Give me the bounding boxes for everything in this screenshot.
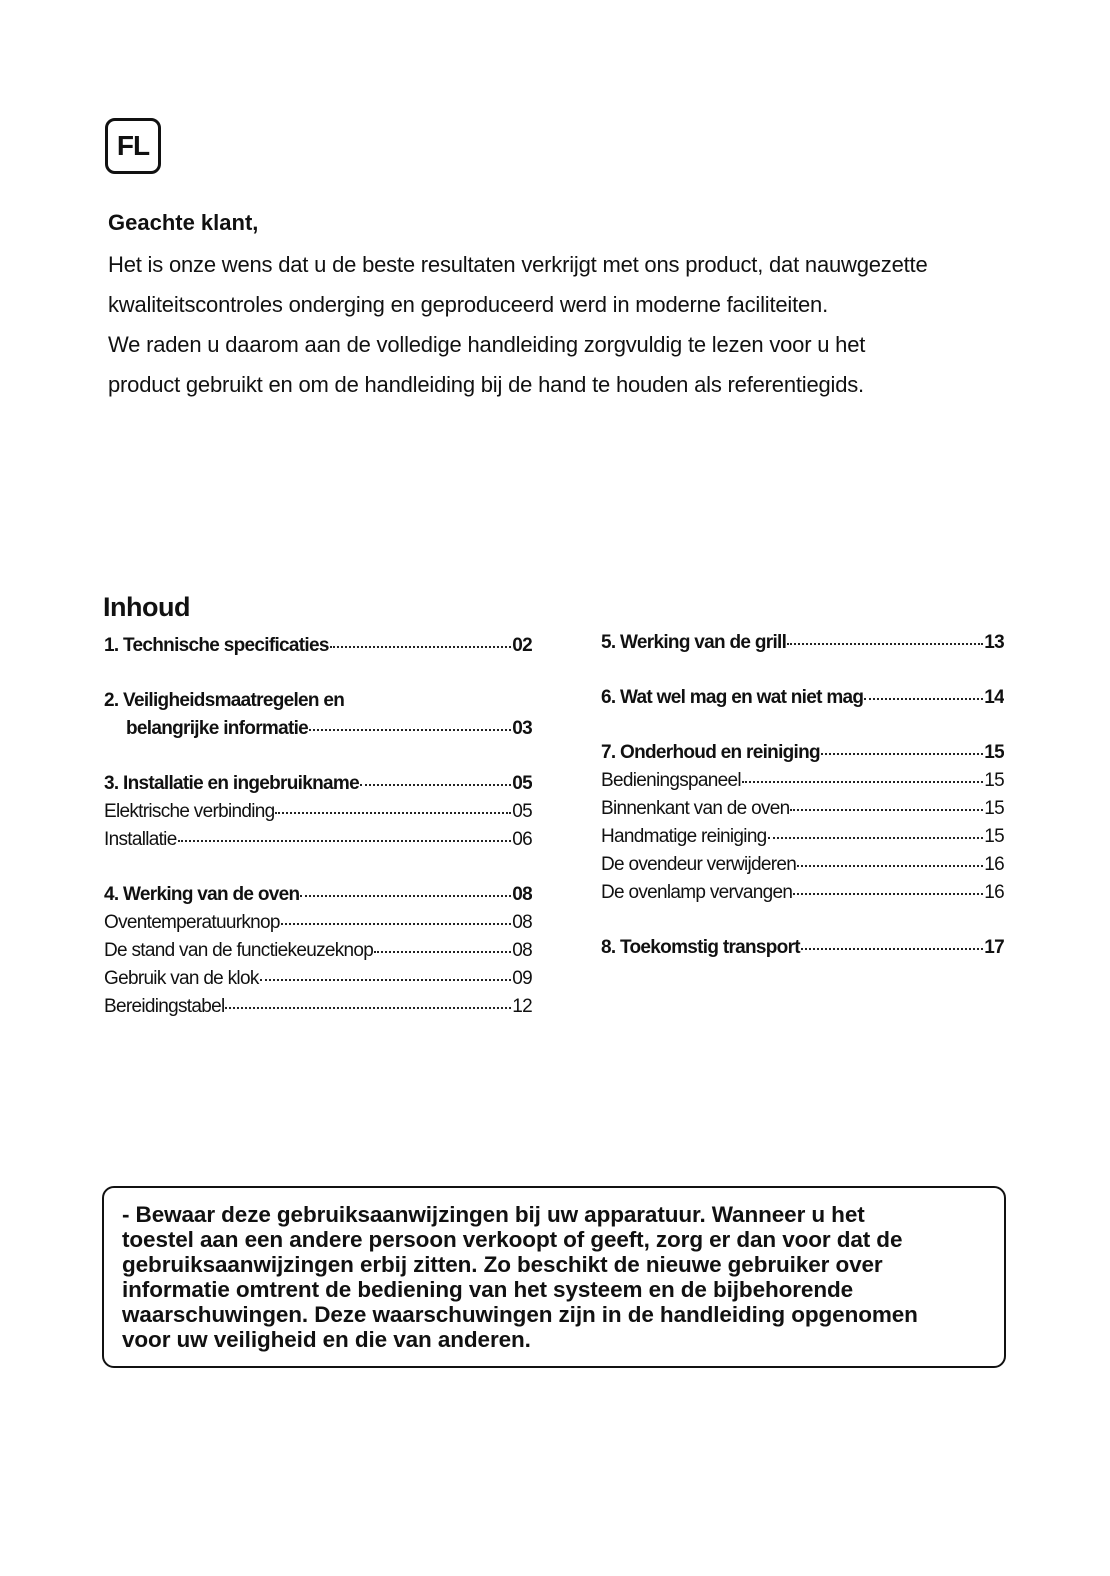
toc-entry-label: Oventemperatuurknop bbox=[104, 912, 280, 933]
toc-entry-label: 6. Wat wel mag en wat niet mag bbox=[601, 687, 864, 708]
toc-leader-dots bbox=[793, 893, 983, 895]
toc-leader-dots bbox=[801, 948, 983, 950]
toc-entry-page: 16 bbox=[984, 854, 1004, 875]
toc-entry-label: Installatie bbox=[104, 829, 177, 850]
toc-entry[interactable] bbox=[104, 770, 532, 798]
greeting-line: product gebruikt en om de handleiding bij de hand te houden als referentiegids. bbox=[108, 372, 864, 397]
toc-title: Inhoud bbox=[103, 592, 190, 622]
notice-line: voor uw veiligheid en die van anderen. bbox=[122, 1327, 531, 1352]
toc-leader-dots bbox=[864, 698, 983, 700]
toc-entry-label: 4. Werking van de oven bbox=[104, 884, 300, 905]
toc-section bbox=[601, 934, 1004, 962]
toc-entry-label: Handmatige reiniging bbox=[601, 826, 767, 847]
toc-entry-label: De stand van de functiekeuzeknop bbox=[104, 940, 374, 961]
toc-section bbox=[104, 632, 532, 660]
toc-entry[interactable] bbox=[104, 715, 532, 743]
toc-entry[interactable] bbox=[601, 767, 1004, 795]
toc-leader-dots bbox=[374, 951, 511, 953]
toc-entry-page: 09 bbox=[512, 968, 532, 989]
toc-entry-label: 7. Onderhoud en reiniging bbox=[601, 742, 820, 763]
greeting-block bbox=[108, 210, 1028, 405]
toc-entry[interactable] bbox=[104, 798, 532, 826]
toc-entry-page: 03 bbox=[512, 718, 532, 739]
toc-entry[interactable] bbox=[601, 879, 1004, 907]
toc-entry-page: 05 bbox=[512, 773, 532, 794]
toc-section bbox=[104, 770, 532, 854]
toc-leader-dots bbox=[225, 1007, 511, 1009]
toc-entry[interactable] bbox=[104, 632, 532, 660]
toc-entry-page: 16 bbox=[984, 882, 1004, 903]
toc-leader-dots bbox=[309, 729, 511, 731]
toc-entry[interactable] bbox=[104, 937, 532, 965]
toc-leader-dots bbox=[275, 812, 511, 814]
toc-section bbox=[601, 739, 1004, 907]
notice-line: - Bewaar deze gebruiksaanwijzingen bij uw apparatuur. Wanneer u het bbox=[122, 1202, 865, 1227]
toc-entry-page: 15 bbox=[984, 742, 1004, 763]
toc-entry-page: 08 bbox=[512, 912, 532, 933]
toc-leader-dots bbox=[178, 840, 512, 842]
toc-entry-label: De ovendeur verwijderen bbox=[601, 854, 797, 875]
toc-entry-page: 15 bbox=[984, 826, 1004, 847]
toc-leader-dots bbox=[360, 784, 511, 786]
toc-leader-dots bbox=[790, 809, 983, 811]
toc-section bbox=[104, 881, 532, 1021]
toc-section bbox=[104, 687, 532, 743]
notice-line: informatie omtrent de bediening van het systeem en de bijbehorende bbox=[122, 1277, 854, 1302]
toc-entry-label: 1. Technische specificaties bbox=[104, 635, 329, 656]
toc-left-column bbox=[104, 632, 532, 1048]
toc-leader-dots bbox=[300, 895, 511, 897]
notice-line: gebruiksaanwijzingen erbij zitten. Zo beschikt de nieuwe gebruiker over bbox=[122, 1252, 883, 1277]
toc-entry-label: Binnenkant van de oven bbox=[601, 798, 790, 819]
toc-entry[interactable] bbox=[104, 965, 532, 993]
toc-entry[interactable] bbox=[104, 993, 532, 1021]
toc-leader-dots bbox=[260, 979, 512, 981]
toc-entry-label: Bereidingstabel bbox=[104, 996, 225, 1017]
toc-leader-dots bbox=[281, 923, 512, 925]
toc-entry-page: 13 bbox=[984, 632, 1004, 653]
toc-entry-label: 2. Veiligheidsmaatregelen en bbox=[104, 690, 345, 711]
toc-entry-page: 08 bbox=[512, 884, 532, 905]
toc-entry-label: 3. Installatie en ingebruikname bbox=[104, 773, 359, 794]
greeting-line: Het is onze wens dat u de beste resultaten verkrijgt met ons product, dat nauwgezette bbox=[108, 252, 928, 277]
toc-entry-page: 15 bbox=[984, 798, 1004, 819]
toc-entry[interactable] bbox=[601, 739, 1004, 767]
toc-leader-dots bbox=[768, 837, 984, 839]
toc-entry-page: 14 bbox=[984, 687, 1004, 708]
toc-leader-dots bbox=[797, 865, 983, 867]
greeting-line: kwaliteitscontroles onderging en geproduceerd werd in moderne faciliteiten. bbox=[108, 292, 828, 317]
toc-entry[interactable] bbox=[104, 826, 532, 854]
notice-line: toestel aan een andere persoon verkoopt of geeft, zorg er dan voor dat de bbox=[122, 1227, 903, 1252]
toc-entry[interactable] bbox=[104, 687, 532, 715]
toc-entry-page: 05 bbox=[512, 801, 532, 822]
toc-entry-label: 5. Werking van de grill bbox=[601, 632, 787, 653]
notice-box bbox=[102, 1186, 1006, 1368]
toc-entry[interactable] bbox=[601, 629, 1004, 657]
toc-entry[interactable] bbox=[601, 684, 1004, 712]
toc-entry[interactable] bbox=[601, 795, 1004, 823]
toc-entry-label: belangrijke informatie bbox=[126, 718, 309, 739]
toc-entry[interactable] bbox=[601, 851, 1004, 879]
toc-entry-label: De ovenlamp vervangen bbox=[601, 882, 793, 903]
greeting-line: We raden u daarom aan de volledige handleiding zorgvuldig te lezen voor u het bbox=[108, 332, 866, 357]
toc-entry[interactable] bbox=[601, 934, 1004, 962]
toc-entry[interactable] bbox=[601, 823, 1004, 851]
toc-entry-label: Elektrische verbinding bbox=[104, 801, 275, 822]
toc-entry-page: 15 bbox=[984, 770, 1004, 791]
toc-entry-page: 12 bbox=[512, 996, 532, 1017]
toc-entry-label: 8. Toekomstig transport bbox=[601, 937, 800, 958]
toc-leader-dots bbox=[742, 781, 983, 783]
toc-leader-dots bbox=[821, 753, 983, 755]
toc-leader-dots bbox=[330, 646, 512, 648]
toc-entry-page: 17 bbox=[984, 937, 1004, 958]
toc-entry-label: Gebruik van de klok bbox=[104, 968, 259, 989]
toc-entry[interactable] bbox=[104, 881, 532, 909]
notice-line: waarschuwingen. Deze waarschuwingen zijn in de handleiding opgenomen bbox=[122, 1302, 918, 1327]
toc-section bbox=[601, 629, 1004, 657]
toc-entry[interactable] bbox=[104, 909, 532, 937]
toc-leader-dots bbox=[787, 643, 983, 645]
toc-section bbox=[601, 684, 1004, 712]
toc-entry-page: 08 bbox=[512, 940, 532, 961]
toc-entry-page: 06 bbox=[512, 829, 532, 850]
toc-right-column bbox=[601, 629, 1004, 989]
language-badge: FL bbox=[105, 118, 161, 174]
greeting-heading: Geachte klant, bbox=[108, 210, 259, 235]
toc-entry-label: Bedieningspaneel bbox=[601, 770, 741, 791]
toc-entry-page: 02 bbox=[512, 635, 532, 656]
